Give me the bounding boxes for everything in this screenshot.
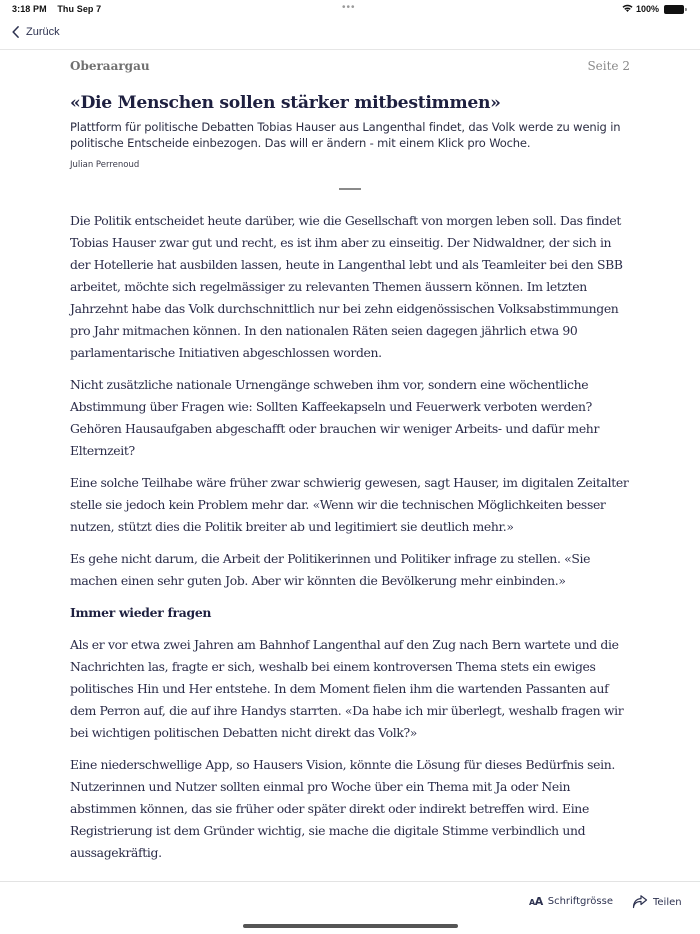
- article-lead: Plattform für politische Debatten Tobias Hauser aus Langenthal findet, das Volk werde zu wenig in politische Entscheide einbezogen. Das will er ändern - mit einem Klick pro Woche.: [70, 120, 621, 150]
- font-size-icon: AA: [529, 895, 543, 908]
- paragraph: Als er vor etwa zwei Jahren am Bahnhof Langenthal auf den Zug nach Bern wartete und die Nachrichten las, fragte er sich, weshalb bei einem kontroversen Thema stets ein ewiges politisches Hin und Her entstehe. In dem Moment fielen ihm die wartenden Passanten auf dem Perron auf, die auf ihre Handys starrten. «Da habe ich mir überlegt, weshalb fragen wir bei wichtigen politischen Debatten nicht direkt das Volk?»: [70, 636, 624, 740]
- article-headline: «Die Menschen sollen stärker mitbestimmen»: [70, 93, 501, 113]
- navigation-bar: [0, 22, 700, 50]
- status-time: 3:18 PM: [12, 4, 47, 14]
- wifi-icon: [622, 4, 633, 14]
- article-subheading: Immer wieder fragen: [70, 604, 212, 620]
- paragraph: Nicht zusätzliche nationale Urnengänge schweben ihm vor, sondern eine wöchentliche Abstimmung über Fragen wie: Sollten Kaffeekapseln und Feuerwerk verboten werden? Gehören Hausaufgaben abgeschafft oder brauchen wir weniger Arbeits- und dafür mehr Elternzeit?: [70, 376, 600, 458]
- home-indicator[interactable]: [243, 924, 458, 928]
- status-date: Thu Sep 7: [57, 4, 102, 14]
- share-icon: [632, 895, 648, 909]
- article-author: Julian Perrenoud: [70, 160, 140, 170]
- article: [70, 52, 630, 874]
- article-meta: [70, 52, 630, 80]
- battery-icon: [664, 5, 684, 14]
- back-label: Zurück: [26, 26, 60, 38]
- multitasking-dots-icon[interactable]: •••: [342, 2, 356, 13]
- back-button[interactable]: [11, 26, 60, 38]
- paragraph: Die Politik entscheidet heute darüber, wie die Gesellschaft von morgen leben soll. Das findet Tobias Hauser zwar gut und recht, es ist ihm aber zu einseitig. Der Nidwaldner, der sich in der Hotellerie hat ausbilden lassen, heute in Langenthal lebt und als Teamleiter bei den SBB arbeitet, möchte sich regelmässiger zu relevanten Themen äussern können. Im letzten Jahrzehnt habe das Volk durchschnittlich nur bei zehn eidgenössischen Volksabstimmungen pro Jahr mitmachen können. In den nationalen Räten seien dagegen jährlich etwa 90 parlamentarische Initiativen abgeschlossen worden.: [70, 212, 623, 360]
- font-size-label: Schriftgrösse: [547, 896, 613, 907]
- battery-percent: 100%: [635, 4, 659, 14]
- share-button[interactable]: [632, 895, 682, 909]
- section-label: Oberaargau: [70, 59, 150, 73]
- separator-line: [339, 188, 361, 190]
- paragraph: Eine solche Teilhabe wäre früher zwar schwierig gewesen, sagt Hauser, im digitalen Zeitalter stelle sie jedoch kein Problem mehr dar. «Wenn wir die technischen Möglichkeiten besser nutzen, stützt dies die Politik breiter ab und legitimiert sie deutlich mehr.»: [70, 474, 629, 534]
- article-body: [70, 210, 630, 864]
- share-label: Teilen: [653, 896, 682, 908]
- bottom-toolbar: [0, 881, 700, 934]
- paragraph: Eine niederschwellige App, so Hausers Vision, könnte die Lösung für dieses Bedürfnis sein. Nutzerinnen und Nutzer sollten einmal pro Woche über ein Thema mit Ja oder Nein abstimmen können, das sie früher oder später direkt oder indirekt betreffen wird. Eine Registrierung ist dem Gründer wichtig, sie mache die digitale Stimme verbindlich und aussagekräftig.: [70, 756, 615, 860]
- chevron-left-icon: [11, 26, 20, 38]
- page-label: Seite 2: [587, 59, 630, 73]
- status-bar: [0, 0, 700, 18]
- status-indicators: [622, 4, 684, 14]
- paragraph: Es gehe nicht darum, die Arbeit der Politikerinnen und Politiker infrage zu stellen. «Sie machen einen sehr guten Job. Aber wir könnten die Bevölkerung mehr einbinden.»: [70, 550, 591, 588]
- status-time-date: [12, 4, 101, 14]
- font-size-button[interactable]: [529, 895, 613, 908]
